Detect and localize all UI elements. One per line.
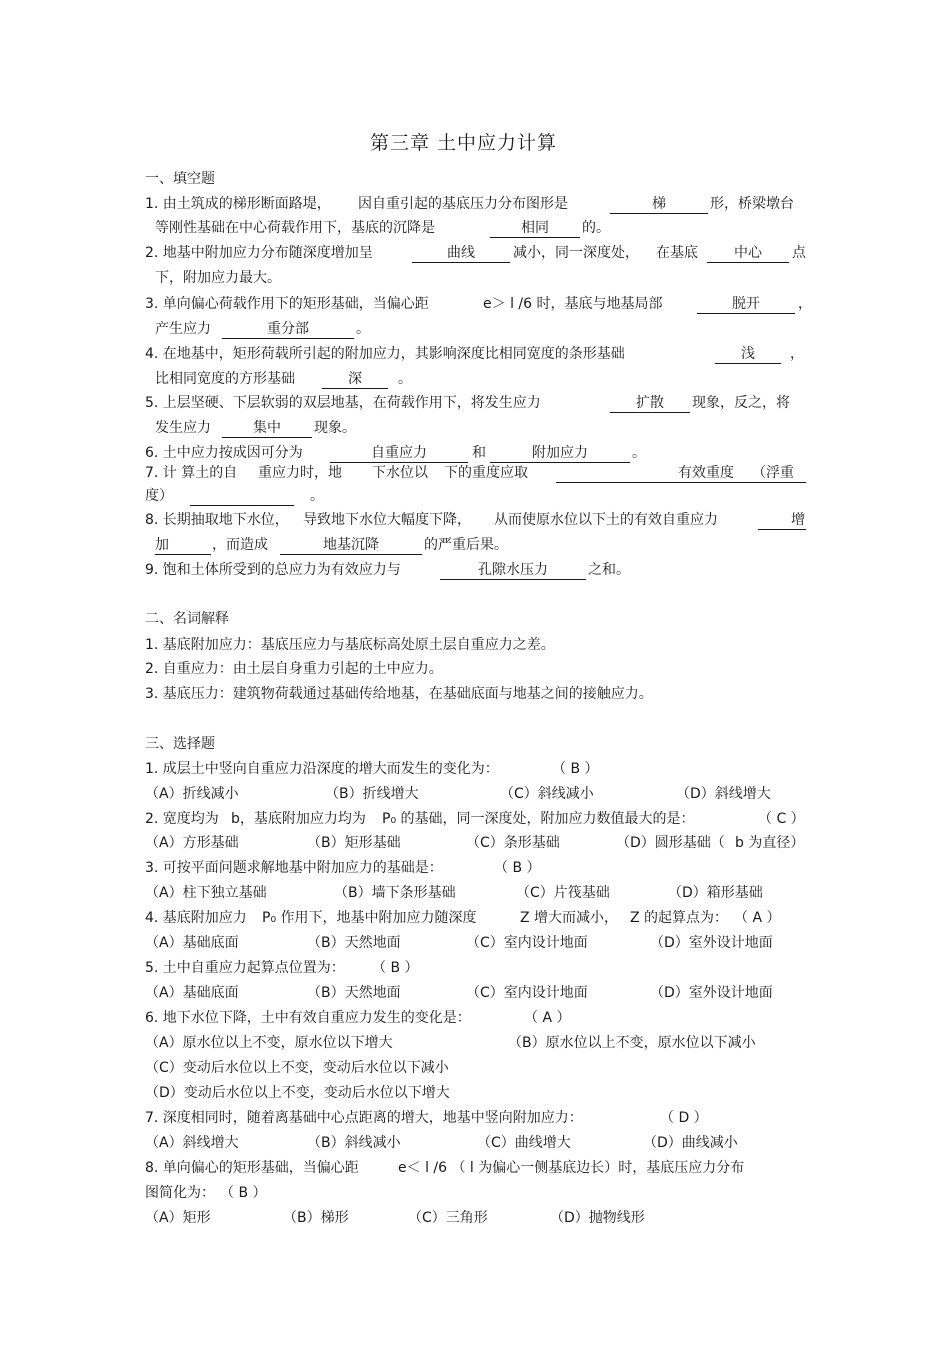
choice-q7-option: （B）斜线减小 (307, 1135, 401, 1151)
fill-q9-text: 9. 饱和土体所受到的总应力为有效应力与 (145, 562, 401, 578)
choice-q1-option: （B）折线增大 (325, 786, 419, 802)
choice-q2-stem: b，基底附加应力均为 (231, 811, 366, 827)
choice-q6-answer: （ A ） (524, 1010, 571, 1026)
fill-q6-text: 6. 土中应力按成因可分为 (145, 445, 303, 461)
choice-q1-stem: 1. 成层土中竖向自重应力沿深度的增大而发生的变化为： (145, 761, 499, 777)
answer-underline (556, 482, 806, 483)
fill-q7-text: （浮重 (752, 465, 794, 481)
choice-q5-answer: （ B ） (372, 960, 419, 976)
fill-q4-answer: 浅 (741, 346, 755, 362)
choice-q2-option: b 为直径） (735, 835, 805, 851)
page-title: 第三章 土中应力计算 (370, 132, 558, 154)
answer-underline (280, 554, 422, 555)
choice-q6-option: （A）原水位以上不变，原水位以下增大 (145, 1035, 393, 1051)
fill-q8-text: 从而使原水位以下土的有效自重应力 (494, 512, 718, 528)
choice-q7-option: （D）曲线减小 (643, 1135, 738, 1151)
fill-q4-text: 。 (398, 371, 412, 387)
fill-q2-answer: 曲线 (447, 245, 475, 261)
fill-q1-text: 等刚性基础在中心荷载作用下，基底的沉降是 (155, 220, 435, 236)
choice-q3-option: （C）片筏基础 (516, 885, 610, 901)
fill-q1-text: 因自重引起的基底压力分布图形是 (358, 196, 568, 212)
choice-q8-option: （A）矩形 (145, 1210, 211, 1226)
answer-underline (440, 579, 586, 580)
term-definition: 2. 自重应力：由土层自身重力引起的土中应力。 (145, 661, 443, 677)
fill-q1-text: 的。 (582, 220, 610, 236)
fill-q2-text: 下，附加应力最大。 (155, 270, 281, 286)
choice-q3-answer: （ B ） (494, 860, 541, 876)
fill-q5-text: 现象。 (314, 420, 356, 436)
fill-q2-text: 减小，同一深度处， (513, 245, 639, 261)
choice-q3-option: （D）箱形基础 (668, 885, 763, 901)
fill-q9-text: 之和。 (588, 562, 630, 578)
fill-q3-text: 产生应力 (155, 321, 211, 337)
answer-underline (490, 237, 580, 238)
fill-q8-text: 导致地下水位大幅度下降， (303, 512, 471, 528)
answer-underline (330, 462, 468, 463)
choice-q1-answer: （ B ） (552, 761, 599, 777)
fill-q8-answer: 加 (155, 537, 169, 553)
fill-q8-answer: 地基沉降 (323, 537, 379, 553)
fill-q6-text: 。 (632, 445, 646, 461)
fill-q5-text: 发生应力 (155, 420, 211, 436)
fill-q7-text: 。 (310, 488, 324, 504)
choice-q4-answer: （ A ） (734, 910, 781, 926)
fill-q6-text: 和 (472, 445, 486, 461)
fill-q5-text: 现象，反之，将 (692, 395, 790, 411)
choice-q6-option: （D）变动后水位以上不变，变动后水位以下增大 (145, 1085, 450, 1101)
choice-q8-stem: 图简化为： (145, 1185, 215, 1201)
fill-q2-text: 在基底 (656, 245, 698, 261)
answer-underline (190, 505, 294, 506)
fill-q8-text: 的严重后果。 (424, 537, 508, 553)
choice-q4-stem: Z 增大而减小， (520, 910, 619, 926)
answer-underline (610, 412, 690, 413)
fill-q4-text: 比相同宽度的方形基础 (155, 371, 295, 387)
answer-underline (322, 388, 388, 389)
choice-q7-stem: 7. 深度相同时，随着离基础中心点距离的增大，地基中竖向附加应力： (145, 1110, 583, 1126)
fill-q9-answer: 孔隙水压力 (478, 562, 548, 578)
choice-q2-option: （D）圆形基础（ (616, 835, 725, 851)
fill-q6-answer: 附加应力 (532, 445, 588, 461)
fill-q8-answer: 增 (791, 512, 805, 528)
term-definition: 1. 基底附加应力：基底压应力与基底标高处原土层自重应力之差。 (145, 637, 555, 653)
choice-q7-option: （A）斜线增大 (145, 1135, 239, 1151)
choice-q8-stem: 8. 单向偏心的矩形基础，当偏心距 (145, 1160, 359, 1176)
term-definition: 3. 基底压力：建筑物荷载通过基础传给地基，在基础底面与地基之间的接触应力。 (145, 686, 653, 702)
answer-underline (697, 313, 795, 314)
answer-underline (490, 462, 630, 463)
choice-q2-option: （A）方形基础 (145, 835, 239, 851)
choice-q5-option: （B）天然地面 (307, 985, 401, 1001)
section-heading-choice: 三、选择题 (145, 736, 215, 752)
choice-q8-answer: （ B ） (220, 1185, 267, 1201)
fill-q4-answer: 深 (348, 371, 362, 387)
choice-q6-stem: 6. 地下水位下降，土中有效自重应力发生的变化是： (145, 1010, 471, 1026)
choice-q8-option: （C）三角形 (408, 1210, 488, 1226)
fill-q8-text: 8. 长期抽取地下水位， (145, 512, 289, 528)
choice-q4-stem: 4. 基底附加应力 (145, 910, 247, 926)
fill-q5-answer: 扩散 (636, 395, 664, 411)
choice-q4-stem: Z 的起算点为： (630, 910, 729, 926)
choice-q4-stem: P₀ 作用下，地基中附加应力随深度 (262, 910, 477, 926)
fill-q7-answer: 有效重度 (678, 465, 734, 481)
fill-q5-answer: 集中 (253, 420, 281, 436)
answer-underline (707, 262, 789, 263)
section-heading-terms: 二、名词解释 (145, 611, 229, 627)
fill-q1-answer: 梯 (652, 196, 666, 212)
answer-underline (222, 338, 354, 339)
choice-q4-option: （C）室内设计地面 (466, 935, 588, 951)
fill-q7-text: 下的重度应取 (444, 465, 528, 481)
choice-q3-stem: 3. 可按平面问题求解地基中附加应力的基础是： (145, 860, 443, 876)
choice-q1-option: （D）斜线增大 (676, 786, 771, 802)
fill-q1-text: 形，桥梁墩台 (710, 196, 794, 212)
fill-q7-text: 7. 计 算土的自 (145, 465, 238, 481)
choice-q1-option: （C）斜线减小 (500, 786, 594, 802)
choice-q1-option: （A）折线减小 (145, 786, 239, 802)
choice-q5-option: （C）室内设计地面 (466, 985, 588, 1001)
choice-q5-option: （A）基础底面 (145, 985, 239, 1001)
choice-q8-stem: e＜ l /6 （ l 为偏心一侧基底边长）时，基底压应力分布 (398, 1160, 745, 1176)
fill-q4-text: 4. 在地基中，矩形荷载所引起的附加应力，其影响深度比相同宽度的条形基础 (145, 346, 625, 362)
answer-underline (412, 262, 510, 263)
fill-q3-answer: 重分部 (267, 321, 309, 337)
answer-underline (758, 529, 806, 530)
fill-q3-text: 。 (356, 321, 370, 337)
fill-q2-text: 2. 地基中附加应力分布随深度增加呈 (145, 245, 373, 261)
choice-q5-option: （D）室外设计地面 (650, 985, 773, 1001)
choice-q8-option: （B）梯形 (283, 1210, 349, 1226)
answer-underline (155, 554, 211, 555)
answer-underline (715, 363, 781, 364)
choice-q2-option: （C）条形基础 (466, 835, 560, 851)
fill-q3-text: 3. 单向偏心荷载作用下的矩形基础，当偏心距 (145, 296, 429, 312)
fill-q7-text: 下水位以 (372, 465, 428, 481)
answer-underline (222, 437, 312, 438)
fill-q4-text: ， (790, 346, 804, 362)
choice-q5-stem: 5. 土中自重应力起算点位置为： (145, 960, 345, 976)
choice-q3-option: （A）柱下独立基础 (145, 885, 267, 901)
fill-q3-text: ， (798, 296, 812, 312)
fill-q3-answer: 脱开 (732, 296, 760, 312)
fill-q3-text: e＞ l /6 时，基底与地基局部 (483, 296, 663, 312)
fill-q8-text: ，而造成 (212, 537, 268, 553)
choice-q4-option: （A）基础底面 (145, 935, 239, 951)
section-heading-fill: 一、填空题 (145, 171, 215, 187)
choice-q4-option: （D）室外设计地面 (650, 935, 773, 951)
fill-q7-text: 度） (145, 488, 173, 504)
choice-q2-answer: （ C ） (758, 811, 805, 827)
choice-q8-option: （D）抛物线形 (550, 1210, 645, 1226)
choice-q7-answer: （ D ） (660, 1110, 708, 1126)
fill-q7-text: 重应力时，地 (258, 465, 342, 481)
fill-q1-answer: 相同 (521, 220, 549, 236)
choice-q6-option: （C）变动后水位以上不变，变动后水位以下减小 (145, 1060, 449, 1076)
fill-q6-answer: 自重应力 (371, 445, 427, 461)
choice-q6-option: （B）原水位以上不变，原水位以下减小 (508, 1035, 756, 1051)
choice-q4-option: （B）天然地面 (307, 935, 401, 951)
answer-underline (610, 213, 708, 214)
choice-q7-option: （C）曲线增大 (477, 1135, 571, 1151)
fill-q1-text: 1. 由土筑成的梯形断面路堤， (145, 196, 331, 212)
fill-q5-text: 5. 上层坚硬、下层软弱的双层地基，在荷载作用下，将发生应力 (145, 395, 541, 411)
choice-q3-option: （B）墙下条形基础 (334, 885, 456, 901)
choice-q2-stem: P₀ 的基础，同一深度处，附加应力数值最大的是： (382, 811, 695, 827)
choice-q2-stem: 2. 宽度均为 (145, 811, 219, 827)
fill-q2-text: 点 (792, 245, 806, 261)
fill-q2-answer: 中心 (734, 245, 762, 261)
choice-q2-option: （B）矩形基础 (307, 835, 401, 851)
